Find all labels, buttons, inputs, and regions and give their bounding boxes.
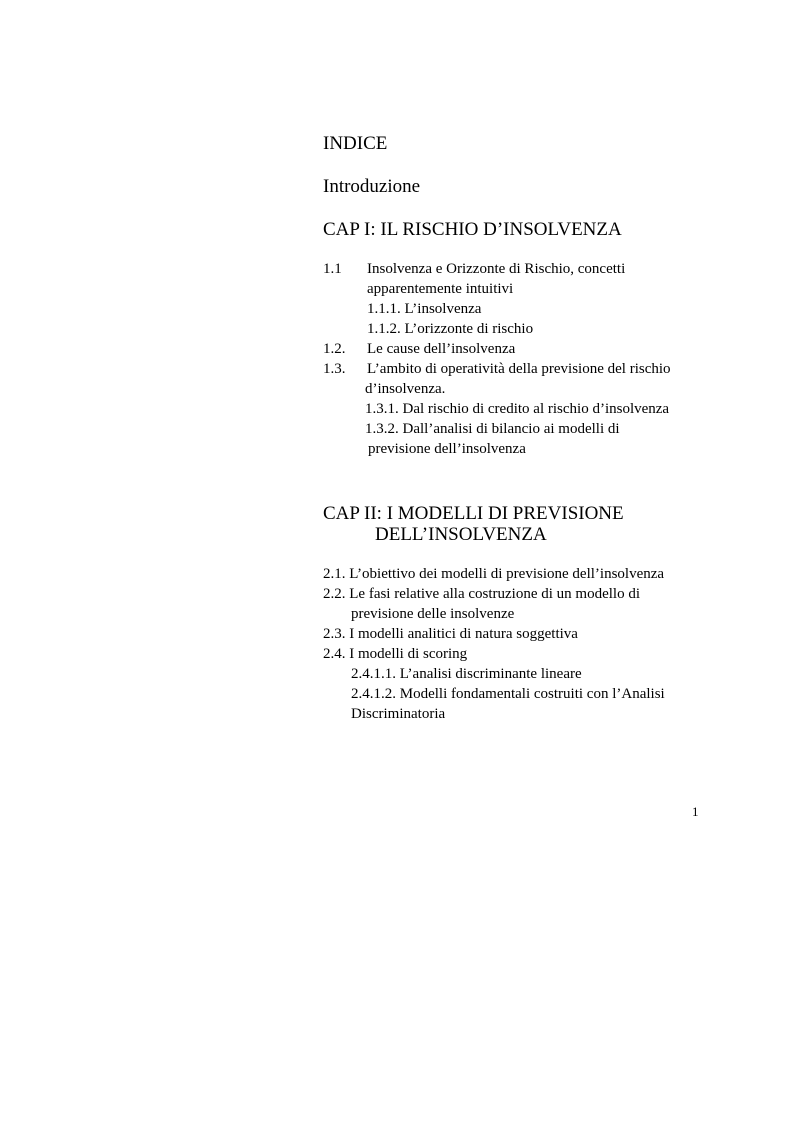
page-number: 1 — [692, 804, 699, 819]
toc-entry-text: previsione dell’insolvenza — [368, 441, 526, 457]
toc-entry-text: 2.1. L’obiettivo dei modelli di previsione dell’insolvenza — [323, 566, 665, 582]
toc-entry-text: 1.1.1. L’insolvenza — [367, 301, 482, 317]
toc-entry-number: 1.2. — [323, 341, 346, 357]
toc-entry-text: Le cause dell’insolvenza — [367, 341, 516, 357]
toc-entry-text: 2.3. I modelli analitici di natura soggettiva — [323, 626, 578, 642]
toc-entry-text: 1.1.2. L’orizzonte di rischio — [367, 321, 534, 337]
toc-entry-text: 2.2. Le fasi relative alla costruzione di un modello di — [323, 586, 640, 602]
toc-entry-text: 2.4. I modelli di scoring — [323, 646, 468, 662]
toc-entry-text: apparentemente intuitivi — [367, 281, 514, 297]
toc-entry-text: d’insolvenza. — [365, 381, 446, 397]
toc-entry-text: L’ambito di operatività della previsione del rischio — [367, 361, 671, 377]
toc-entry-text: 2.4.1.1. L’analisi discriminante lineare — [351, 666, 582, 682]
chapter-2-heading-cont: DELL’INSOLVENZA — [375, 524, 547, 545]
toc-entry-text: 1.3.2. Dall’analisi di bilancio ai modelli di — [365, 421, 620, 437]
toc-entry-text: 1.3.1. Dal rischio di credito al rischio d’insolvenza — [365, 401, 670, 417]
toc-entry-number: 1.3. — [323, 361, 346, 377]
toc-entry-text: previsione delle insolvenze — [351, 606, 515, 622]
intro-entry: Introduzione — [323, 176, 421, 197]
chapter-1-heading: CAP I: IL RISCHIO D’INSOLVENZA — [323, 219, 622, 240]
toc-entry-text: 2.4.1.2. Modelli fondamentali costruiti con l’Analisi — [351, 686, 665, 702]
toc-entry-text: Insolvenza e Orizzonte di Rischio, concetti — [367, 261, 626, 277]
chapter-2-heading: CAP II: I MODELLI DI PREVISIONE — [323, 503, 624, 524]
toc-entry-number: 1.1 — [323, 261, 342, 277]
toc-entry-text: Discriminatoria — [351, 706, 446, 722]
page-title: INDICE — [323, 133, 388, 154]
